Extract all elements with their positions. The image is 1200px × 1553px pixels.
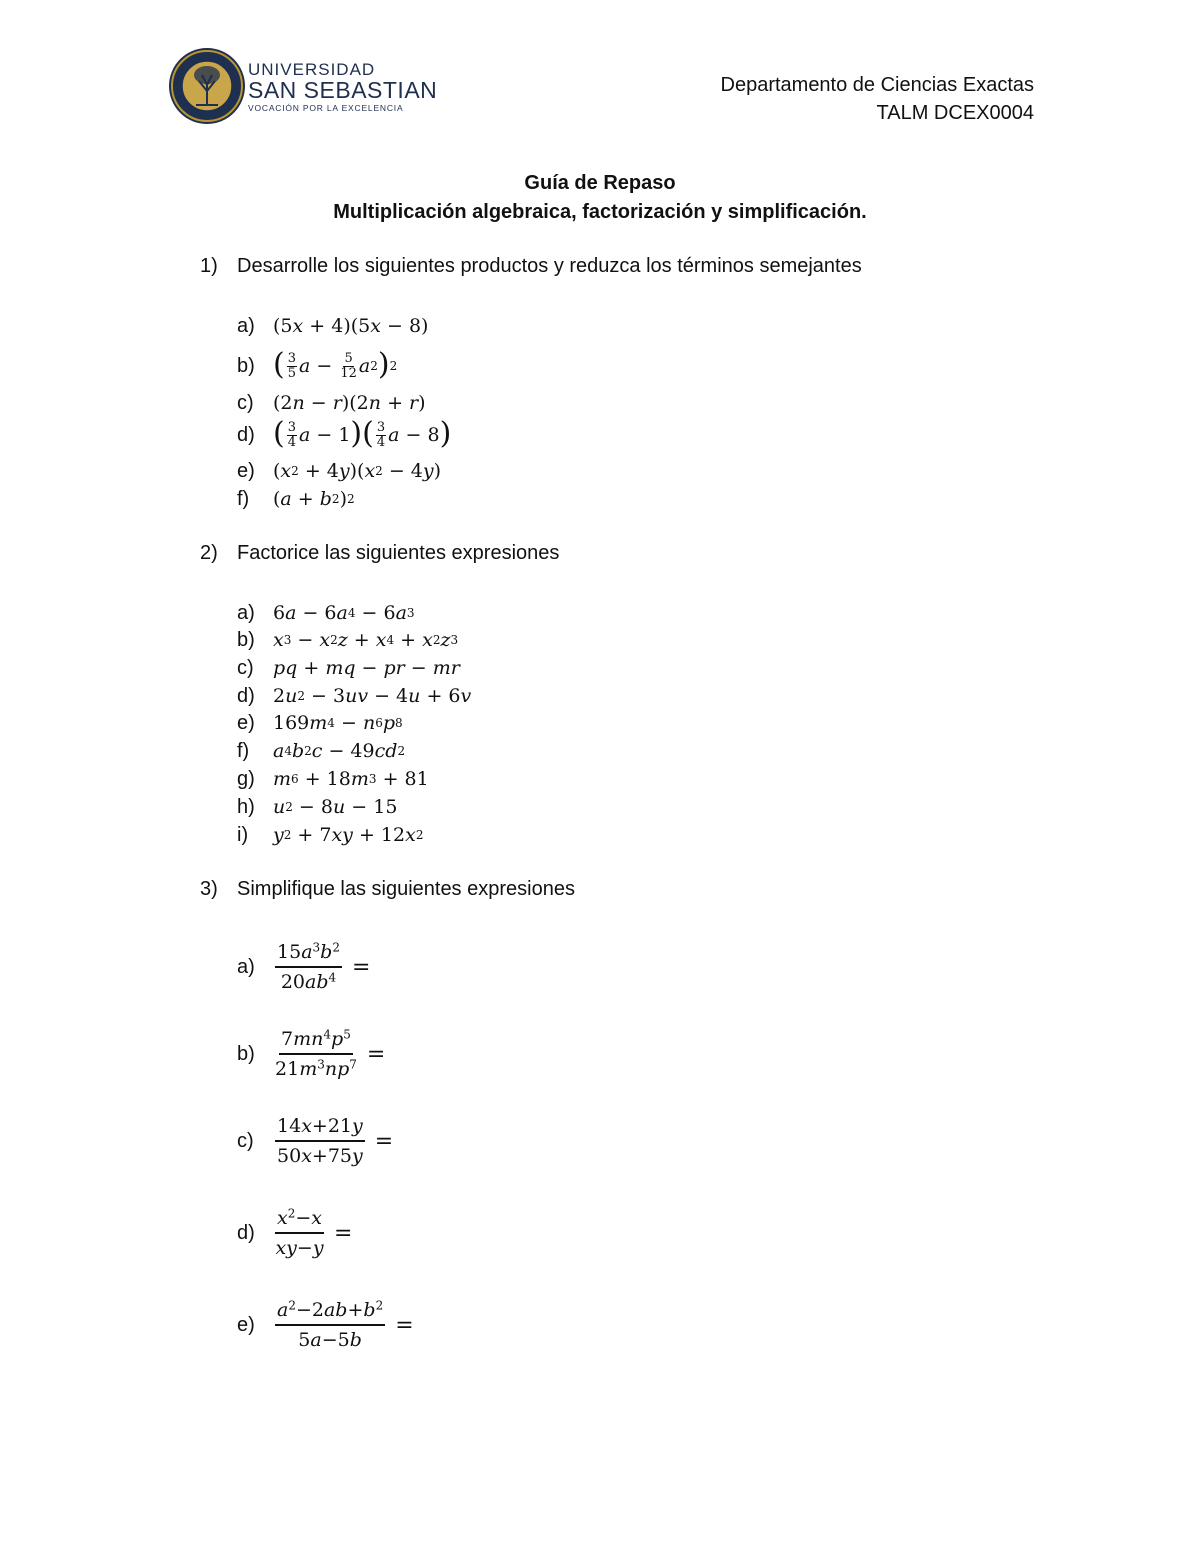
- item-label: f): [237, 739, 250, 762]
- item-expression: (2 n − r )(2 n + r ): [273, 392, 426, 414]
- item-label: a): [237, 314, 255, 337]
- item-label: b): [237, 628, 255, 651]
- document-title: Guía de Repaso: [524, 172, 676, 194]
- exercise-1e: [237, 457, 441, 485]
- course-code: TALM DCEX0004: [876, 102, 1034, 124]
- section-2-heading: [200, 542, 559, 565]
- department-name: Departamento de Ciencias Exactas: [720, 74, 1034, 96]
- item-expression: u 2 − 8 u − 15: [273, 796, 398, 818]
- item-expression: $\frac{a^2-2ab+b^2}{5a-5b}$ =: [273, 1296, 414, 1354]
- logo-line-universidad: UNIVERSIDAD: [248, 60, 376, 79]
- exercise-2b: [237, 626, 458, 654]
- university-logo: [168, 47, 438, 127]
- exercise-1c: [237, 389, 426, 417]
- item-label: d): [237, 1221, 255, 1244]
- section-number: 1): [200, 255, 218, 277]
- exercise-1b: [237, 347, 398, 382]
- item-expression: x 3 − x 2 z + x 4 + x 2 z 3: [273, 629, 459, 651]
- item-label: h): [237, 795, 255, 818]
- exercise-3b: [237, 1026, 385, 1082]
- exercise-1a: [237, 312, 428, 340]
- section-1-heading: [200, 255, 862, 278]
- exercise-2i: [237, 821, 423, 849]
- exercise-2e: [237, 709, 403, 737]
- exercise-2c: [237, 654, 460, 682]
- item-expression: y 2 + 7 xy + 12 x 2: [273, 824, 424, 846]
- section-heading-text: Desarrolle los siguientes productos y reduzca los términos semejantes: [237, 255, 862, 277]
- logo-line-motto: VOCACIÓN POR LA EXCELENCIA: [248, 103, 404, 113]
- item-expression: $\frac{7mn^4p^5}{21m^3np^7}$ =: [273, 1025, 385, 1083]
- exercise-1f: [237, 485, 355, 513]
- exercise-2g: [237, 765, 429, 793]
- exercise-1d: [237, 416, 452, 451]
- exercise-2h: [237, 793, 397, 821]
- item-expression: $\frac{15a^3b^2}{20ab^4}$ =: [273, 938, 370, 996]
- exercise-3a: [237, 939, 370, 995]
- item-expression: ( $\frac{3}{4}$ a − 1 ) ( $\frac{3}{4}$ a − 8 ): [273, 416, 452, 451]
- logo-line-name: SAN SEBASTIAN: [248, 77, 438, 103]
- header-info: [721, 71, 1035, 127]
- item-label: e): [237, 459, 255, 482]
- item-label: g): [237, 767, 255, 790]
- item-expression: ( x 2 + 4 y )( x 2 − 4 y ): [273, 460, 442, 482]
- university-seal-icon: [168, 47, 246, 125]
- section-3-heading: [200, 878, 575, 901]
- item-label: i): [237, 823, 249, 846]
- item-expression: ( a + b 2 ) 2: [273, 488, 355, 510]
- section-heading-text: Factorice las siguientes expresiones: [237, 542, 560, 564]
- item-expression: (5 x + 4)(5 x − 8): [273, 315, 429, 337]
- logo-wordmark: [248, 60, 438, 114]
- item-label: c): [237, 391, 254, 414]
- section-number: 2): [200, 542, 218, 564]
- item-label: c): [237, 1129, 254, 1152]
- item-expression: a 4 b 2 c − 49 cd 2: [273, 740, 406, 762]
- item-label: a): [237, 601, 255, 624]
- item-expression: ( $\frac{3}{5}$ a − $\frac{5}{12}$ a 2 ) 2: [273, 347, 398, 382]
- item-label: b): [237, 1042, 255, 1065]
- exercise-3c: [237, 1113, 393, 1169]
- item-label: c): [237, 656, 254, 679]
- item-label: e): [237, 711, 255, 734]
- item-expression: m 6 + 18 m 3 + 81: [273, 768, 429, 790]
- item-label: d): [237, 684, 255, 707]
- item-expression: pq + mq − pr − mr: [273, 657, 460, 679]
- item-expression: 6 a − 6 a 4 − 6 a 3: [273, 602, 415, 624]
- exercise-2a: [237, 599, 415, 627]
- document-subtitle: Multiplicación algebraica, factorización y simplificación.: [333, 201, 867, 223]
- item-expression: 2 u 2 − 3 uv − 4 u + 6 v: [273, 685, 472, 707]
- section-heading-text: Simplifique las siguientes expresiones: [237, 878, 575, 900]
- item-expression: $\frac{14x+21y}{50x+75y}$ =: [273, 1112, 393, 1170]
- exercise-3d: [237, 1205, 352, 1261]
- item-label: a): [237, 955, 255, 978]
- item-label: d): [237, 423, 255, 446]
- exercise-2d: [237, 682, 471, 710]
- section-number: 3): [200, 878, 218, 900]
- item-label: e): [237, 1313, 255, 1336]
- item-label: f): [237, 487, 250, 510]
- item-label: b): [237, 354, 255, 377]
- item-expression: $\frac{x^2-x}{xy-y}$ =: [273, 1204, 352, 1262]
- exercise-2f: [237, 737, 405, 765]
- item-expression: 169 m 4 − n 6 p 8: [273, 712, 403, 734]
- exercise-3e: [237, 1297, 414, 1353]
- document-titles: [0, 169, 1200, 227]
